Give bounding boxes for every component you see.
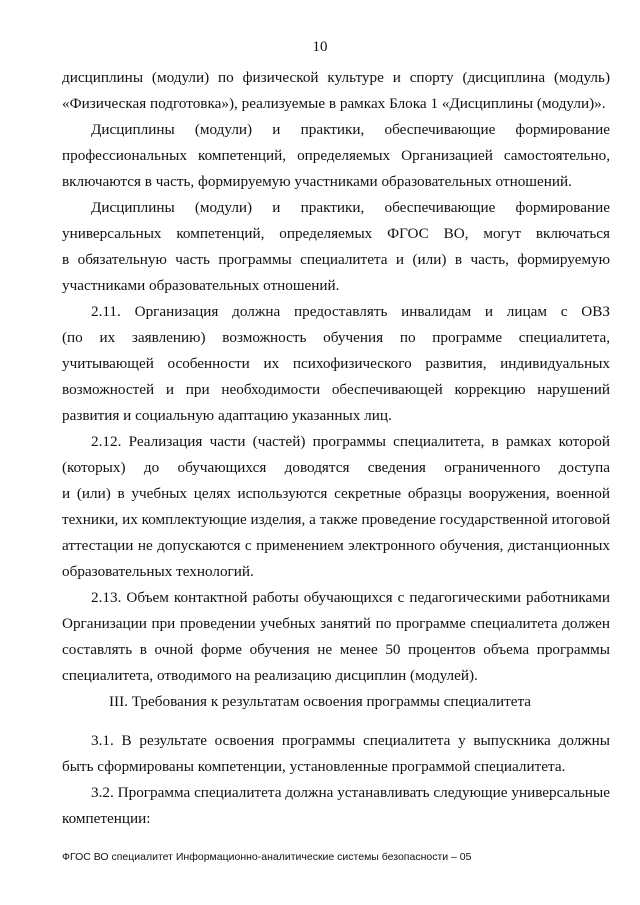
text-line: составлять в очной форме обучения не менее 50 процентов объема программы [62, 641, 610, 658]
text-line: 2.12. Реализация части (частей) программы специалитета, в рамках которой [91, 433, 610, 450]
text-line: универсальных компетенций, определяемых ФГОС ВО, могут включаться [62, 225, 610, 242]
text-line: 3.1. В результате освоения программы специалитета у выпускника должны [91, 732, 610, 749]
text-line: (которых) до обучающихся доводятся сведения ограниченного доступа [62, 459, 610, 476]
section-heading: III. Требования к результатам освоения программы специалитета [108, 693, 532, 710]
text-line: (по их заявлению) возможность обучения по программе специалитета, [62, 329, 610, 346]
text-line: в обязательную часть программы специалитета и (или) в часть, формируемую [62, 251, 610, 268]
text-line: быть сформированы компетенции, установленные программой специалитета. [62, 758, 566, 775]
text-line: 2.13. Объем контактной работы обучающихся с педагогическими работниками [91, 589, 610, 606]
text-line: Дисциплины (модули) и практики, обеспечивающие формирование [91, 199, 610, 216]
text-line: специалитета, отводимого на реализацию дисциплин (модулей). [62, 667, 478, 684]
text-line: участниками образовательных отношений. [62, 277, 340, 294]
paragraphs-block [62, 65, 610, 689]
text-line: учитывающей особенности их психофизического развития, индивидуальных [62, 355, 610, 372]
section-paragraphs [62, 728, 610, 832]
text-line: профессиональных компетенций, определяемых Организацией самостоятельно, [62, 147, 610, 164]
text-line: образовательных технологий. [62, 563, 254, 580]
text-line: техники, их комплектующие изделия, а также проведение государственной итоговой [62, 511, 611, 528]
text-line: развития и социальную адаптацию указанных лиц. [62, 407, 392, 424]
text-line: включаются в часть, формируемую участниками образовательных отношений. [62, 173, 572, 190]
text-line: аттестации не допускаются с применением электронного обучения, дистанционных [62, 537, 610, 554]
page-number: 10 [312, 39, 328, 55]
text-line: «Физическая подготовка»), реализуемые в рамках Блока 1 «Дисциплины (модули)». [62, 95, 606, 112]
page-footer: ФГОС ВО специалитет Информационно-аналитические системы безопасности – 05 [62, 851, 472, 863]
text-line: 3.2. Программа специалитета должна устанавливать следующие универсальные [91, 784, 610, 801]
text-line: Дисциплины (модули) и практики, обеспечивающие формирование [91, 121, 610, 138]
text-line: Организации при проведении учебных занятий по программе специалитета должен [62, 615, 610, 632]
text-line: компетенции: [62, 810, 151, 827]
text-line: возможностей и при необходимости обеспечивающей коррекцию нарушений [62, 381, 610, 398]
text-line: 2.11. Организация должна предоставлять инвалидам и лицам с ОВЗ [91, 303, 610, 320]
text-line: и (или) в учебных целях используются секретные образцы вооружения, военной [62, 485, 610, 502]
text-line: дисциплины (модули) по физической культуре и спорту (дисциплина (модуль) [62, 69, 610, 86]
